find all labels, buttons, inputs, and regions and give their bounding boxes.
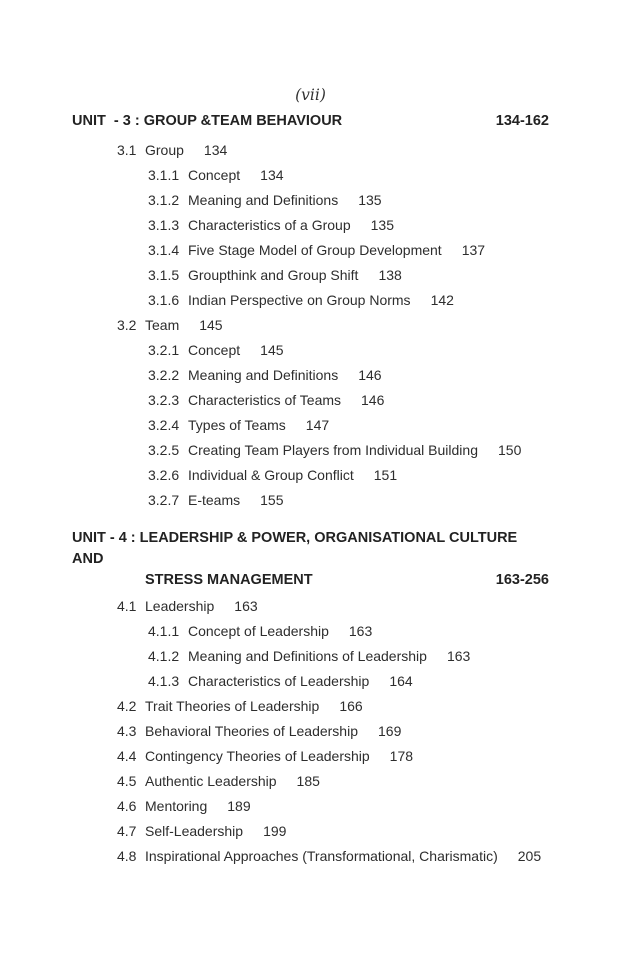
unit-4-title-line2: STRESS MANAGEMENT [145,572,313,588]
toc-entry [72,262,549,287]
entry-number: 3.1.1 [148,166,180,183]
toc-entry [72,462,549,487]
entry-number: 3.2.7 [148,491,180,508]
entry-number: 4.1 [117,597,137,614]
entry-title: Five Stage Model of Group Development [188,241,442,258]
toc-entry [72,793,549,818]
unit-3-page-range: 134-162 [495,113,549,129]
unit-4-heading-line2 [72,570,549,591]
entry-page: 150 [498,441,522,458]
entry-title: Concept [188,166,241,183]
entry-title: Types of Teams [188,416,286,433]
toc-entry [72,387,549,412]
entry-title: Trait Theories of Leadership [145,697,320,714]
entry-page: 135 [358,191,382,208]
toc-entry [72,768,549,793]
entry-page: 163 [446,647,471,664]
entry-page: 166 [339,697,363,714]
entry-page: 199 [263,822,287,839]
entry-number: 3.2.5 [148,441,180,458]
toc-entry [72,668,549,693]
entry-title: Characteristics of Teams [188,391,342,408]
entry-page: 151 [373,466,398,483]
entry-page: 137 [461,241,486,258]
entry-number: 3.1.6 [148,291,180,308]
toc-entry [72,693,549,718]
entry-page: 189 [227,797,251,814]
unit-3-title: UNIT - 3 : GROUP &TEAM BEHAVIOUR [72,113,343,129]
entry-number: 3.2.3 [148,391,180,408]
toc-entry [72,618,549,643]
toc-entry [72,187,549,212]
toc-entry [72,818,549,843]
entry-title: Group [145,141,184,158]
entry-title: Creating Team Players from Individual Building [188,441,478,458]
entry-number: 3.1.2 [148,191,180,208]
entry-number: 3.1 [117,141,137,158]
entry-title: Authentic Leadership [145,772,277,789]
toc-entry [72,162,549,187]
page-folio: (vii) [295,86,326,104]
entry-page: 145 [260,341,284,358]
entry-page: 163 [348,622,373,639]
entry-number: 4.1.2 [148,647,180,664]
toc-entry [72,643,549,668]
entry-page: 169 [378,722,402,739]
entry-page: 145 [199,316,223,333]
entry-title: Meaning and Definitions [188,366,339,383]
entry-number: 4.2 [117,697,137,714]
entry-page: 205 [517,847,542,864]
entry-page: 146 [361,391,385,408]
entry-page: 134 [203,141,228,158]
entry-page: 146 [358,366,382,383]
entry-number: 4.6 [117,797,137,814]
entry-number: 4.8 [117,847,137,864]
unit-4-entries [72,593,549,868]
entry-number: 4.4 [117,747,137,764]
unit-4-heading [72,528,549,570]
entry-number: 4.7 [117,822,137,839]
entry-title: Inspirational Approaches (Transformational, Charismatic) [145,847,498,864]
toc-entry [72,843,549,868]
toc-entry [72,412,549,437]
entry-title: Team [145,316,180,333]
entry-number: 4.5 [117,772,137,789]
toc-entry [72,337,549,362]
entry-number: 3.2.4 [148,416,180,433]
entry-title: Behavioral Theories of Leadership [145,722,358,739]
toc-entry [72,487,549,512]
toc-entry [72,312,549,337]
entry-title: Mentoring [145,797,208,814]
entry-page: 185 [296,772,320,789]
entry-number: 3.2 [117,316,137,333]
toc-entry [72,437,549,462]
entry-page: 147 [305,416,330,433]
entry-number: 4.1.3 [148,672,180,689]
entry-title: Indian Perspective on Group Norms [188,291,411,308]
entry-page: 163 [234,597,258,614]
entry-title: Individual & Group Conflict [188,466,354,483]
entry-title: Characteristics of a Group [188,216,351,233]
entry-number: 3.2.6 [148,466,180,483]
toc-entry [72,287,549,312]
unit-3-heading [72,111,549,132]
entry-page: 142 [430,291,454,308]
entry-title: Meaning and Definitions of Leadership [188,647,427,664]
unit-4-title-line1: UNIT - 4 : LEADERSHIP & POWER, ORGANISATIONAL CULTURE AND [72,530,521,567]
entry-title: Characteristics of Leadership [188,672,370,689]
entry-number: 3.1.3 [148,216,180,233]
entry-number: 4.1.1 [148,622,180,639]
entry-page: 155 [260,491,284,508]
toc-entry [72,718,549,743]
toc-entry [72,593,549,618]
entry-page: 138 [378,266,402,283]
entry-page: 164 [389,672,413,689]
toc-entry [72,137,549,162]
entry-number: 4.3 [117,722,137,739]
entry-title: Concept of Leadership [188,622,329,639]
toc-entry [72,362,549,387]
toc-entry [72,743,549,768]
entry-title: Groupthink and Group Shift [188,266,359,283]
entry-page: 134 [260,166,284,183]
entry-number: 3.1.5 [148,266,180,283]
entry-title: Meaning and Definitions [188,191,339,208]
unit-3-entries [72,137,549,512]
entry-number: 3.1.4 [148,241,180,258]
entry-title: E-teams [188,491,241,508]
toc-entry [72,212,549,237]
entry-page: 178 [389,747,414,764]
entry-title: Leadership [145,597,215,614]
toc-entry [72,237,549,262]
unit-4-page-range: 163-256 [495,572,549,588]
entry-title: Contingency Theories of Leadership [145,747,370,764]
entry-number: 3.2.1 [148,341,180,358]
entry-title: Self-Leadership [145,822,244,839]
entry-page: 135 [370,216,394,233]
entry-number: 3.2.2 [148,366,180,383]
entry-title: Concept [188,341,241,358]
